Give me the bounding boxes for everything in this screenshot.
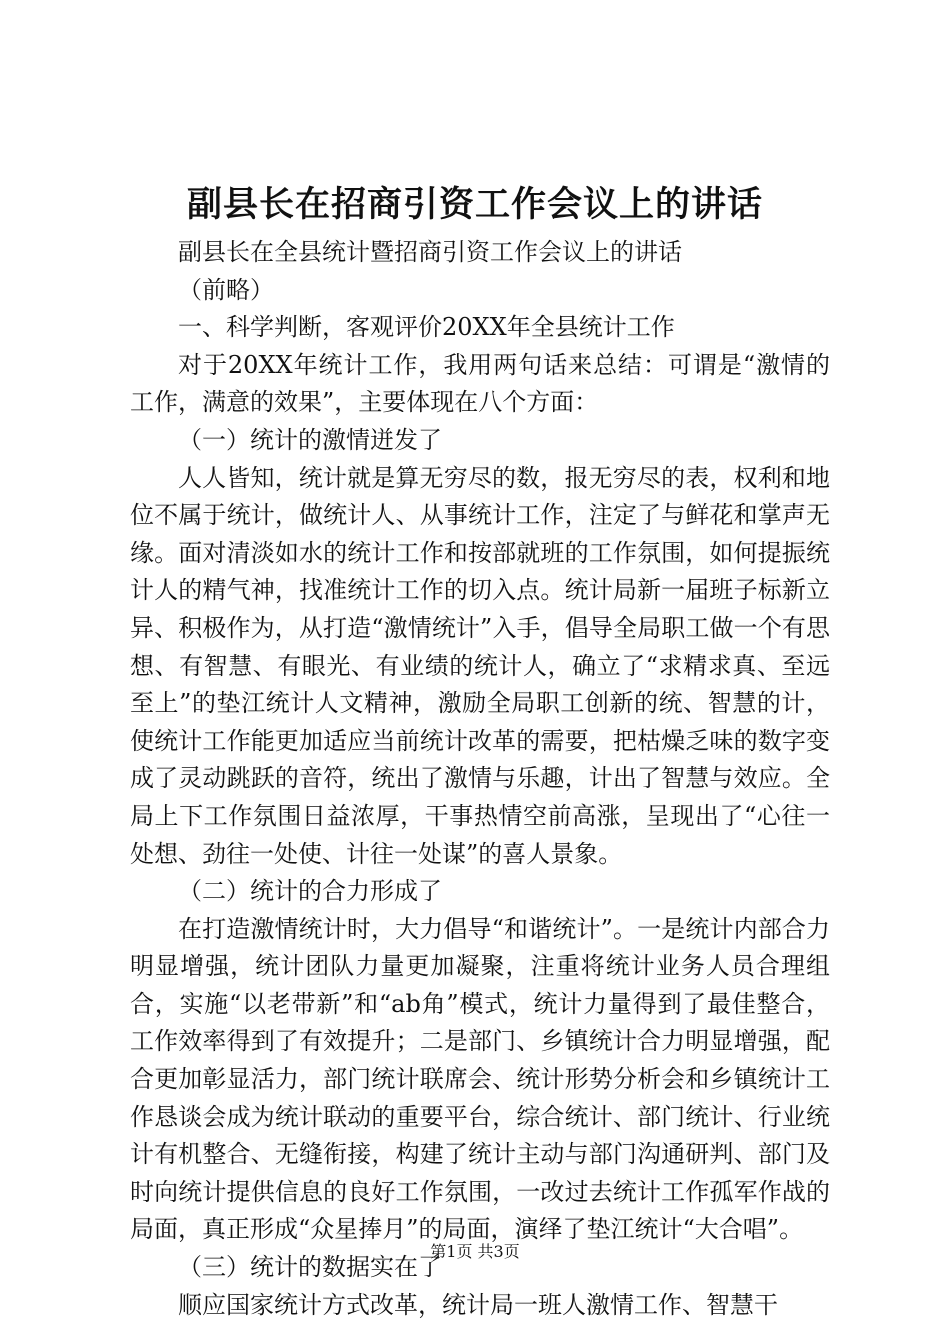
subsection-heading-2: （二）统计的合力形成了 [178,877,442,906]
body-paragraph: 对于20XX年统计工作，我用两句话来总结：可谓是“激情的工作，满意的效果”，主要体现在八个方面： [130,350,830,417]
page-number: 第1页 共3页 [430,1242,520,1261]
document-body [130,234,830,1324]
document-title: 副县长在招商引资工作会议上的讲话 [186,184,763,225]
omission-note: （前略） [178,275,274,304]
section-heading-1: 一、科学判断，客观评价20XX年全县统计工作 [178,313,675,342]
body-paragraph: 在打造激情统计时，大力倡导“和谐统计”。一是统计内部合力明显增强，统计团队力量更加凝聚，注重将统计业务人员合理组合，实施“以老带新”和“ab角”模式，统计力量得到了最佳整合，工作效率得到了有效提升；二是部门、乡镇统计合力明显增强，配合更加彰显活力，部门统计联席会、统计形势分析会和乡镇统计工作恳谈会成为统计联动的重要平台，综合统计、部门统计、行业统计有机整合、无缝衔接，构建了统计主动与部门沟通研判、部门及时向统计提供信息的良好工作氛围，一改过去统计工作孤军作战的局面，真正形成“众星捧月”的局面，演绎了垫江统计“大合唱”。 [130,914,830,1244]
subsection-heading-3: （三）统计的数据实在了 [178,1253,442,1282]
subsection-heading-1: （一）统计的激情迸发了 [178,425,442,454]
subtitle-paragraph: 副县长在全县统计暨招商引资工作会议上的讲话 [178,238,682,266]
body-paragraph: 顺应国家统计方式改革，统计局一班人激情工作、智慧干 [178,1290,778,1319]
body-paragraph: 人人皆知，统计就是算无穷尽的数，报无穷尽的表，权利和地位不属于统计，做统计人、从事统计工作，注定了与鲜花和掌声无缘。面对清淡如水的统计工作和按部就班的工作氛围，如何提振统计人的精气神，找准统计工作的切入点。统计局新一届班子标新立异、积极作为，从打造“激情统计”入手，倡导全局职工做一个有思想、有智慧、有眼光、有业绩的统计人，确立了“求精求真、至远至上”的垫江统计人文精神，激励全局职工创新的统、智慧的计，使统计工作能更加适应当前统计改革的需要，把枯燥乏味的数字变成了灵动跳跃的音符，统出了激情与乐趣，计出了智慧与效应。全局上下工作氛围日益浓厚，干事热情空前高涨，呈现出了“心往一处想、劲往一处使、计往一处谋”的喜人景象。 [130,463,830,868]
